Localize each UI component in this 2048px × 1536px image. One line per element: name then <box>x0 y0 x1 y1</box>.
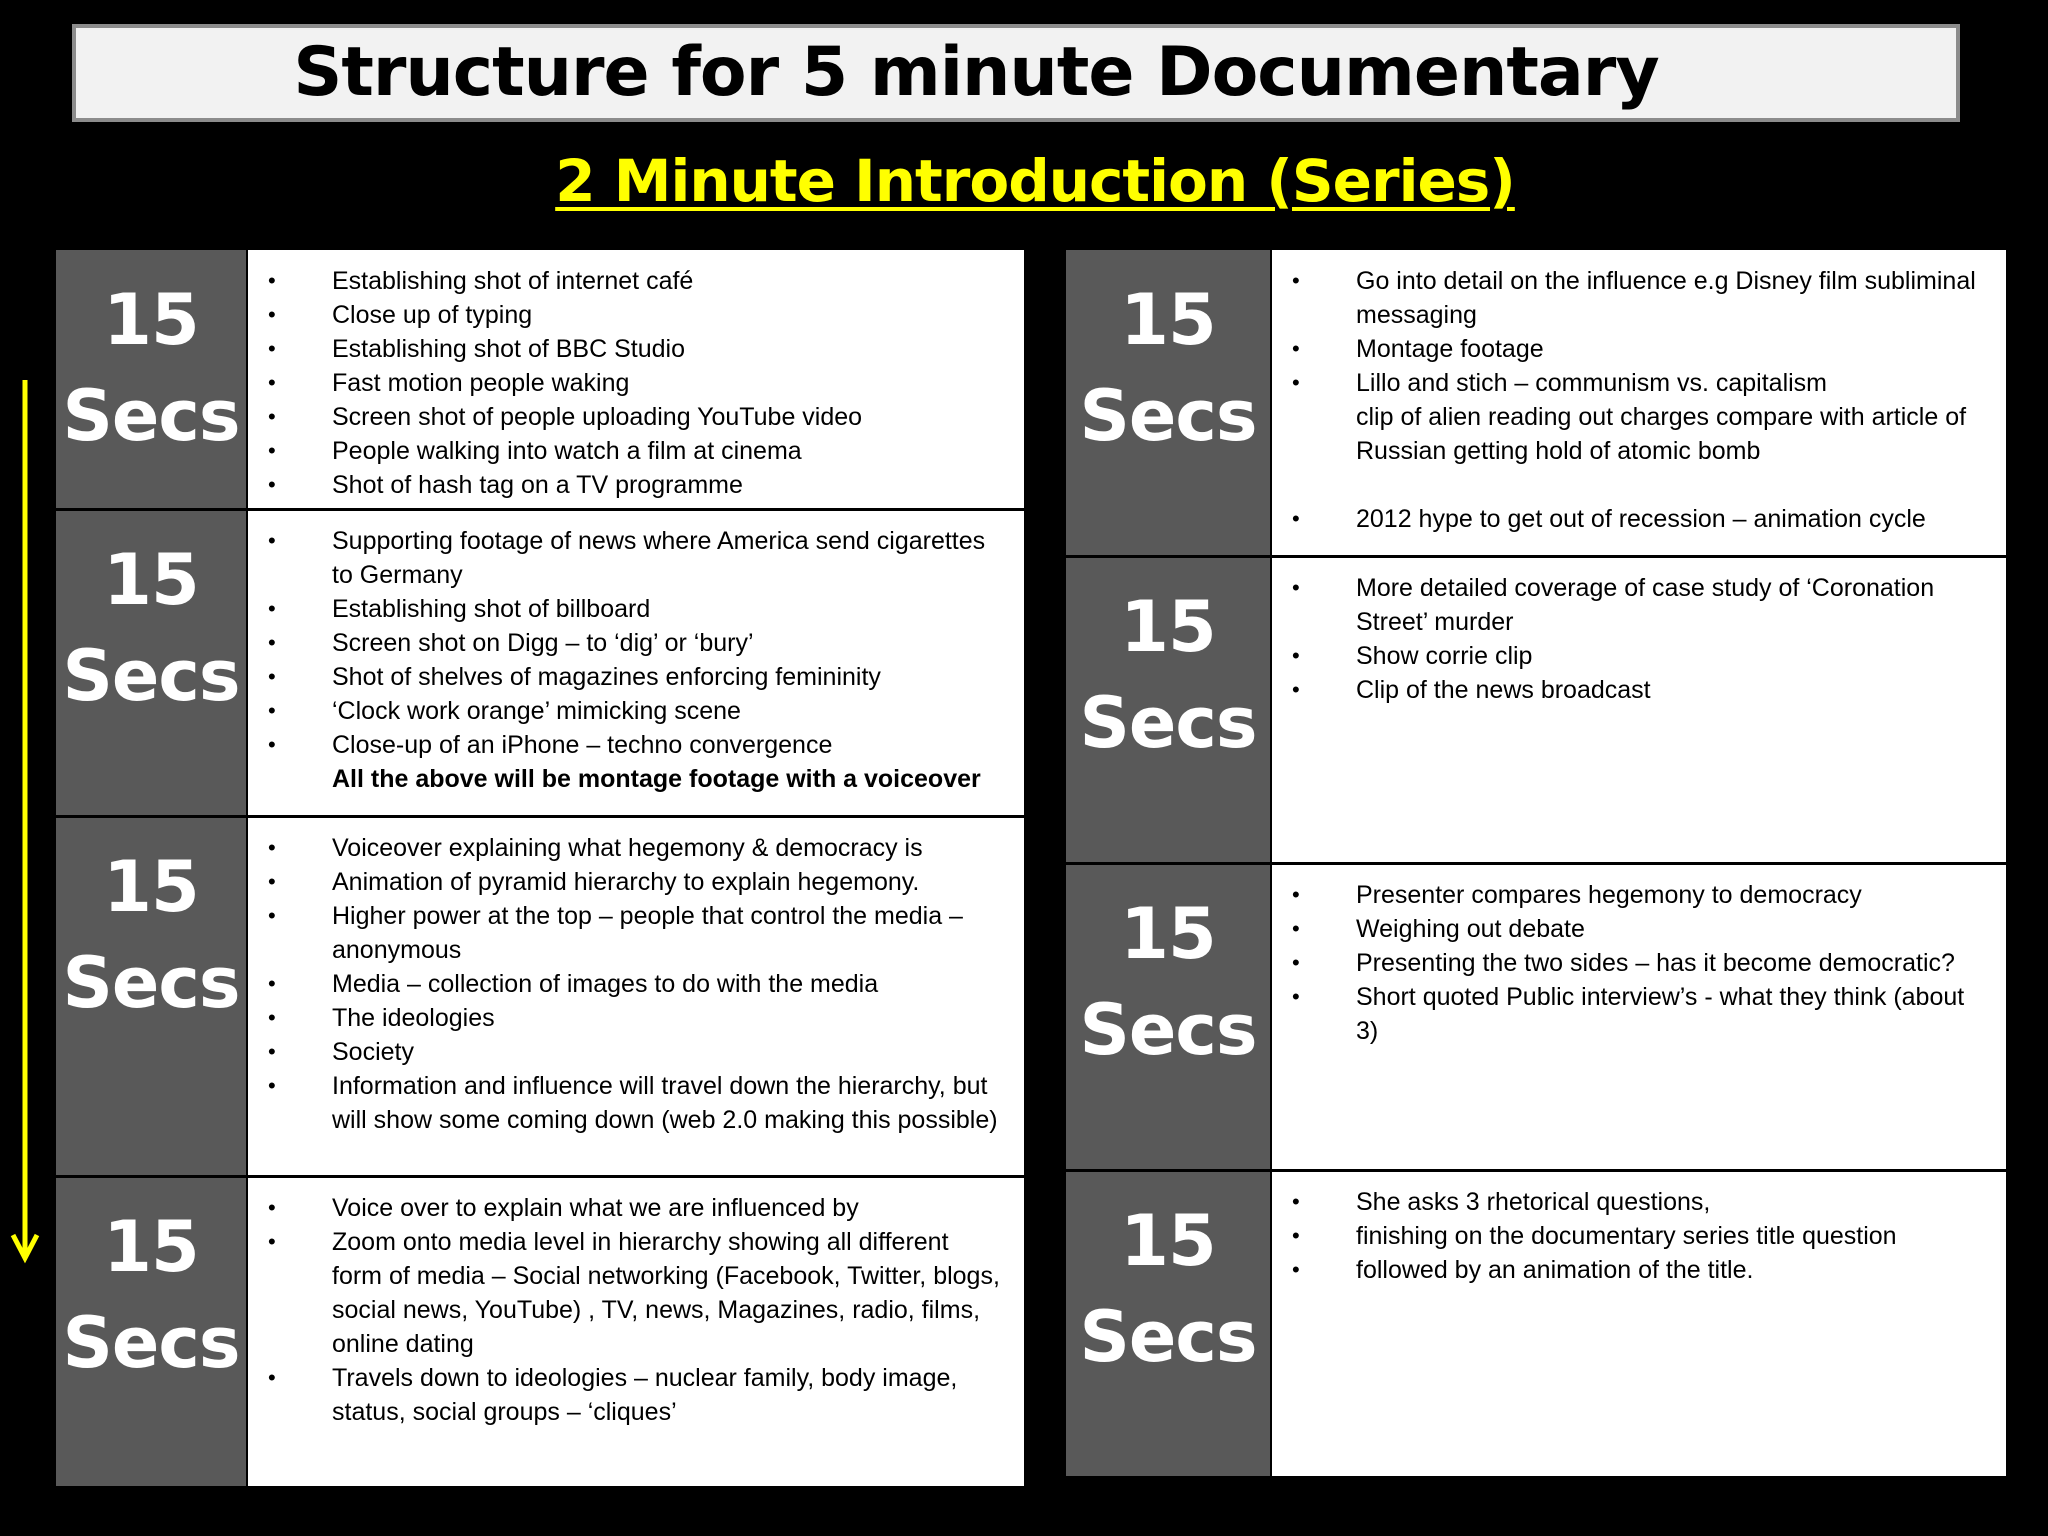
segment <box>1066 864 2006 1169</box>
shot-list <box>1292 878 1982 1048</box>
list-item: • Travels down to ideologies – nuclear family, body image, status, social groups – ‘cliques’ <box>268 1361 1000 1429</box>
segment-content <box>246 817 1024 1175</box>
list-item: • Establishing shot of billboard <box>268 592 1000 626</box>
list-item: • Establishing shot of internet café <box>268 264 1000 298</box>
duration-text: Secs <box>62 942 240 1024</box>
segment-content <box>1270 557 2006 862</box>
duration-text: 15 <box>103 279 199 361</box>
list-item: • Supporting footage of news where America send cigarettes to Germany <box>268 524 1000 592</box>
list-item: • Shot of hash tag on a TV programme <box>268 468 1000 502</box>
list-item: • Presenting the two sides – has it become democratic? <box>1292 946 1982 980</box>
segment <box>1066 1171 2006 1476</box>
list-item: • Voiceover explaining what hegemony & democracy is <box>268 831 1000 865</box>
segment <box>56 250 1024 508</box>
duration-label <box>56 1177 246 1486</box>
list-item: • Short quoted Public interview’s - what they think (about 3) <box>1292 980 1982 1048</box>
duration-label <box>1066 1171 1270 1476</box>
duration-text: 15 <box>1120 893 1216 975</box>
list-item: • Higher power at the top – people that control the media – anonymous <box>268 899 1000 967</box>
shot-list <box>1292 264 1982 536</box>
list-item: • followed by an animation of the title. <box>1292 1253 1982 1287</box>
list-item: • Close-up of an iPhone – techno convergence <box>268 728 1000 762</box>
segment-divider <box>56 508 1024 511</box>
shot-list <box>268 264 1000 502</box>
list-item: • Presenter compares hegemony to democracy <box>1292 878 1982 912</box>
page-title: Structure for 5 minute Documentary <box>293 33 1659 112</box>
list-item: • Screen shot of people uploading YouTube video <box>268 400 1000 434</box>
duration-text: Secs <box>1079 375 1257 457</box>
timeline-down-arrow-icon <box>10 380 40 1270</box>
shot-list <box>268 524 1000 796</box>
segment-divider <box>1066 1169 2006 1172</box>
segment-divider <box>1066 862 2006 865</box>
segment-content <box>246 1177 1024 1486</box>
segment-divider <box>56 815 1024 818</box>
duration-text: Secs <box>1079 1296 1257 1378</box>
left-column <box>56 250 1024 1486</box>
segment-divider <box>56 1175 1024 1178</box>
list-item: • Go into detail on the influence e.g Disney film subliminal messaging <box>1292 264 1982 332</box>
segment-content <box>1270 250 2006 555</box>
list-item: • The ideologies <box>268 1001 1000 1035</box>
duration-label <box>56 817 246 1175</box>
shot-list <box>268 831 1000 1137</box>
duration-text: 15 <box>1120 586 1216 668</box>
section-subtitle: 2 Minute Introduction (Series) <box>555 147 1515 215</box>
list-item: • Establishing shot of BBC Studio <box>268 332 1000 366</box>
list-item: • Lillo and stich – communism vs. capitalism <box>1292 366 1982 400</box>
list-item: • Zoom onto media level in hierarchy showing all different form of media – Social networking (Facebook, Twitter, blogs, social news, YouTube) , TV, news, Magazines, radio, films, online dating <box>268 1225 1000 1361</box>
list-item: • Voice over to explain what we are influenced by <box>268 1191 1000 1225</box>
duration-label <box>56 510 246 815</box>
duration-text: 15 <box>103 846 199 928</box>
list-item: • Weighing out debate <box>1292 912 1982 946</box>
list-item <box>1292 468 1982 502</box>
list-item: • Show corrie clip <box>1292 639 1982 673</box>
list-item: All the above will be montage footage with a voiceover <box>332 765 981 793</box>
duration-text: 15 <box>103 1206 199 1288</box>
duration-text: 15 <box>103 539 199 621</box>
segment <box>56 1177 1024 1486</box>
duration-label <box>56 250 246 508</box>
list-item: • finishing on the documentary series title question <box>1292 1219 1982 1253</box>
duration-label <box>1066 250 1270 555</box>
list-item: • ‘Clock work orange’ mimicking scene <box>268 694 1000 728</box>
duration-text: 15 <box>1120 1200 1216 1282</box>
segment <box>1066 557 2006 862</box>
duration-text: Secs <box>1079 682 1257 764</box>
list-item: • Clip of the news broadcast <box>1292 673 1982 707</box>
shot-list <box>1292 1185 1982 1287</box>
segment-content <box>1270 864 2006 1169</box>
segment-content <box>246 250 1024 508</box>
list-item: • Animation of pyramid hierarchy to explain hegemony. <box>268 865 1000 899</box>
duration-text: Secs <box>62 635 240 717</box>
duration-text: 15 <box>1120 279 1216 361</box>
segment <box>56 817 1024 1175</box>
right-column <box>1066 250 2006 1476</box>
duration-label <box>1066 864 1270 1169</box>
list-item: clip of alien reading out charges compare with article of Russian getting hold of atomic bomb <box>1356 403 1967 465</box>
duration-text: Secs <box>62 1302 240 1384</box>
list-item: • More detailed coverage of case study of ‘Coronation Street’ murder <box>1292 571 1982 639</box>
shot-list <box>1292 571 1982 707</box>
list-item: • Montage footage <box>1292 332 1982 366</box>
segment-content <box>246 510 1024 815</box>
list-item: • Close up of typing <box>268 298 1000 332</box>
shot-list <box>268 1191 1000 1429</box>
list-item: • Fast motion people waking <box>268 366 1000 400</box>
duration-text: Secs <box>62 375 240 457</box>
title-banner <box>72 24 1960 122</box>
list-item: • Media – collection of images to do with the media <box>268 967 1000 1001</box>
list-item: • Information and influence will travel down the hierarchy, but will show some coming down (web 2.0 making this possible) <box>268 1069 1000 1137</box>
list-item: • Screen shot on Digg – to ‘dig’ or ‘bury’ <box>268 626 1000 660</box>
list-item: • She asks 3 rhetorical questions, <box>1292 1185 1982 1219</box>
list-item: • 2012 hype to get out of recession – animation cycle <box>1292 502 1982 536</box>
segment <box>56 510 1024 815</box>
duration-label <box>1066 557 1270 862</box>
list-item: • Shot of shelves of magazines enforcing femininity <box>268 660 1000 694</box>
segment-content <box>1270 1171 2006 1476</box>
segment <box>1066 250 2006 555</box>
list-item: • People walking into watch a film at cinema <box>268 434 1000 468</box>
duration-text: Secs <box>1079 989 1257 1071</box>
list-item: • Society <box>268 1035 1000 1069</box>
segment-divider <box>1066 555 2006 558</box>
